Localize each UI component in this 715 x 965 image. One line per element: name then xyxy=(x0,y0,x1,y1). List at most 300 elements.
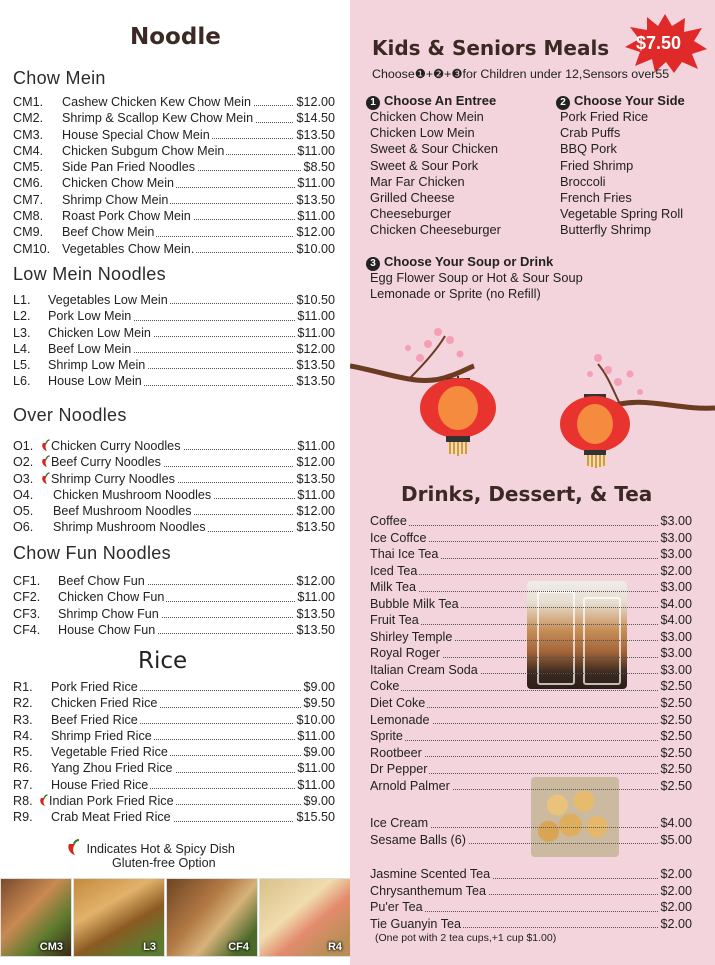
menu-item xyxy=(13,760,335,776)
menu-item xyxy=(13,325,335,341)
item-code: O4. xyxy=(13,487,34,502)
item-name-text: Shrimp Chow Mein xyxy=(62,192,169,207)
item-price: $11.00 xyxy=(297,728,335,743)
item-name: Italian Cream Soda xyxy=(370,662,478,677)
item-name-text: Pork Fried Rice xyxy=(51,680,138,694)
item-price: $13.50 xyxy=(296,606,335,621)
side-list xyxy=(560,109,683,239)
option-item: Fried Shrimp xyxy=(560,157,634,173)
tea-note: (One pot with 2 tea cups,+1 cup $1.00) xyxy=(375,932,557,944)
item-code: L1. xyxy=(13,293,31,307)
item-price: $13.50 xyxy=(296,192,335,207)
menu-item xyxy=(13,341,335,357)
item-code: L4. xyxy=(13,341,31,356)
menu-item xyxy=(13,308,335,324)
option-item: Pork Fried Rice xyxy=(560,109,649,124)
menu-item xyxy=(13,208,335,224)
item-price: $2.00 xyxy=(660,916,692,931)
item-price: $11.00 xyxy=(297,777,335,792)
item-price: $4.00 xyxy=(660,816,692,830)
menu-item xyxy=(370,712,692,729)
item-name xyxy=(62,159,197,175)
item-price: $4.00 xyxy=(660,596,692,611)
item-name xyxy=(48,357,147,373)
item-name-text: Roast Pork Chow Mein xyxy=(62,209,191,224)
dot-leader xyxy=(374,624,688,625)
menu-item xyxy=(13,573,335,589)
item-name xyxy=(48,341,133,357)
item-name: Milk Tea xyxy=(370,580,416,595)
menu-item xyxy=(370,866,692,883)
item-price: $2.00 xyxy=(660,900,692,915)
item-code: R8. xyxy=(13,794,33,809)
item-code: CF1. xyxy=(13,574,41,588)
item-price: $13.50 xyxy=(296,127,335,142)
item-name xyxy=(48,373,144,389)
item-name-text: Indian Pork Fried Rice xyxy=(49,794,174,809)
item-name-text: Vegetable Fried Rice xyxy=(51,745,168,760)
item-name xyxy=(51,712,140,728)
item-name xyxy=(48,292,170,308)
item-code: R4. xyxy=(13,728,33,743)
menu-item xyxy=(13,695,335,711)
item-code: CM8. xyxy=(13,209,44,224)
menu-item xyxy=(13,744,335,760)
item-name: Jasmine Scented Tea xyxy=(370,867,491,881)
option-item: French Fries xyxy=(560,190,632,206)
thumb-cf4-label: CF4 xyxy=(228,941,249,953)
chow-fun-list xyxy=(13,573,335,638)
item-name-text: Chicken Fried Rice xyxy=(51,696,158,711)
item-name-text: Beef Curry Noodles xyxy=(51,455,161,470)
menu-item xyxy=(13,503,335,519)
menu-item xyxy=(370,883,692,900)
item-name xyxy=(62,224,156,240)
item-price: $12.00 xyxy=(296,504,335,519)
thumb-cm3 xyxy=(0,878,72,957)
menu-item xyxy=(370,513,692,530)
step3-label: Choose Your Soup or Drink xyxy=(384,254,554,269)
thumb-r4-label: R4 xyxy=(327,941,342,953)
item-name xyxy=(62,208,193,224)
item-name xyxy=(51,728,154,744)
option-item: Grilled Cheese xyxy=(370,190,455,206)
item-name-text: Chicken Mushroom Noodles xyxy=(53,487,212,502)
item-price: $12.00 xyxy=(296,95,335,109)
option-item: BBQ Pork xyxy=(560,141,617,157)
gluten-legend-text: Gluten-free Option xyxy=(112,856,216,870)
option-item: Butterfly Shrimp xyxy=(560,222,652,238)
spicy-legend-text: Indicates Hot & Spicy Dish xyxy=(86,842,235,856)
item-name xyxy=(51,744,170,760)
item-price: $13.50 xyxy=(296,374,335,389)
item-name-text: Beef Chow Fun xyxy=(58,574,145,588)
option-item: Cheeseburger xyxy=(370,206,452,222)
menu-item xyxy=(370,546,692,563)
item-code: CM1. xyxy=(13,95,44,109)
item-name: Rootbeer xyxy=(370,745,422,760)
step2-label: Choose Your Side xyxy=(574,93,685,108)
item-price: $11.00 xyxy=(297,439,335,453)
item-code: L3. xyxy=(13,325,31,340)
item-name xyxy=(62,192,170,208)
item-name: Chrysanthemum Tea xyxy=(370,883,486,898)
item-name-text: Chicken Chow Mein xyxy=(62,176,174,191)
item-name xyxy=(51,809,173,825)
item-price: $2.50 xyxy=(660,762,692,777)
item-name: Diet Coke xyxy=(370,696,426,711)
menu-item xyxy=(13,471,335,487)
item-code: R3. xyxy=(13,712,33,727)
price-burst xyxy=(622,12,708,74)
item-name xyxy=(53,487,213,503)
item-name: Iced Tea xyxy=(370,563,418,578)
item-name xyxy=(51,760,175,776)
item-price: $5.00 xyxy=(660,832,692,847)
item-code: O1. xyxy=(13,439,34,453)
pepper-icon xyxy=(39,794,48,806)
menu-item xyxy=(13,777,335,793)
item-code: O5. xyxy=(13,504,34,519)
item-name: Thai Ice Tea xyxy=(370,547,439,562)
item-name-text: Vegetables Chow Mein. xyxy=(62,241,195,256)
menu-item xyxy=(13,127,335,143)
item-name: Ice Cream xyxy=(370,816,429,830)
menu-item xyxy=(13,519,335,535)
item-price: $11.00 xyxy=(297,143,335,158)
item-name-text: Crab Meat Fried Rice xyxy=(51,810,171,825)
item-name: Tie Guanyin Tea xyxy=(370,916,462,931)
item-name xyxy=(41,471,177,487)
item-name-text: Beef Chow Mein xyxy=(62,225,155,240)
tea-list xyxy=(370,866,692,932)
pepper-icon xyxy=(41,439,50,451)
option-item: Mar Far Chicken xyxy=(370,173,465,189)
thumb-l3 xyxy=(73,878,165,957)
item-name-text: Shrimp Curry Noodles xyxy=(51,471,175,486)
kids-drinks-panel xyxy=(350,0,715,965)
item-code: O6. xyxy=(13,520,34,535)
item-name xyxy=(62,175,176,191)
item-name: Sprite xyxy=(370,729,403,744)
menu-item xyxy=(370,761,692,778)
item-code: R6. xyxy=(13,761,33,776)
rice-title: Rice xyxy=(138,648,188,674)
item-price: $11.00 xyxy=(297,209,335,224)
menu-item xyxy=(13,143,335,159)
low-mein-heading: Low Mein Noodles xyxy=(13,264,166,284)
item-name xyxy=(58,573,147,589)
item-name xyxy=(62,241,196,257)
item-price: $3.00 xyxy=(660,662,692,677)
item-price: $11.00 xyxy=(297,176,335,191)
item-price: $15.50 xyxy=(296,810,335,825)
soup-drink-list xyxy=(370,270,583,302)
item-price: $14.50 xyxy=(296,111,335,126)
step2-number: 2 xyxy=(556,96,570,110)
thumb-cm3-label: CM3 xyxy=(39,941,63,953)
item-name xyxy=(39,793,176,809)
item-price: $2.50 xyxy=(660,778,692,793)
item-price: $3.00 xyxy=(660,530,692,545)
item-name xyxy=(48,308,133,324)
item-name xyxy=(53,519,208,535)
item-code: R2. xyxy=(13,696,33,711)
item-price: $4.00 xyxy=(660,613,692,628)
item-name-text: Chicken Low Mein xyxy=(48,325,151,340)
item-code: CM6. xyxy=(13,176,44,191)
menu-item xyxy=(13,159,335,175)
item-name xyxy=(53,503,194,519)
option-item: Chicken Low Mein xyxy=(370,125,475,141)
item-price: $9.00 xyxy=(303,794,335,809)
item-code: CF4. xyxy=(13,622,41,637)
item-name-text: Side Pan Fried Noodles xyxy=(62,160,196,175)
menu-item xyxy=(13,793,335,809)
menu-item xyxy=(13,110,335,126)
item-name xyxy=(58,606,161,622)
pepper-icon xyxy=(66,838,82,856)
item-name-text: House Chow Fun xyxy=(58,622,156,637)
item-code: CF2. xyxy=(13,590,41,605)
item-name: Royal Roger xyxy=(370,646,440,661)
item-price: $3.00 xyxy=(660,646,692,661)
item-price: $2.50 xyxy=(660,696,692,711)
item-code: O2. xyxy=(13,455,34,470)
thumb-l3-label: L3 xyxy=(143,941,156,953)
item-code: R5. xyxy=(13,745,33,760)
noodle-rice-panel xyxy=(0,0,350,965)
option-item: Sweet & Sour Pork xyxy=(370,157,479,173)
item-name: Coffee xyxy=(370,514,407,528)
lantern-decoration-icon xyxy=(350,318,715,468)
item-code: CM4. xyxy=(13,143,44,158)
menu-item xyxy=(370,563,692,580)
rice-list xyxy=(13,679,335,826)
item-price: $3.00 xyxy=(660,580,692,595)
kids-title: Kids & Seniors Meals xyxy=(372,36,610,60)
step3-heading xyxy=(366,254,553,271)
menu-item xyxy=(370,530,692,547)
item-code: R1. xyxy=(13,680,33,694)
menu-item xyxy=(13,679,335,695)
item-price: $11.00 xyxy=(297,309,335,324)
item-name: Dr Pepper xyxy=(370,762,428,777)
thumb-r4 xyxy=(259,878,351,957)
item-price: $10.50 xyxy=(296,293,335,307)
item-name xyxy=(58,589,166,605)
item-name-text: House Special Chow Mein xyxy=(62,127,210,142)
chow-fun-heading: Chow Fun Noodles xyxy=(13,543,171,563)
entree-list xyxy=(370,109,501,239)
item-name-text: House Fried Rice xyxy=(51,777,149,792)
over-noodles-list xyxy=(13,438,335,536)
item-name-text: Chicken Subgum Chow Mein xyxy=(62,143,225,158)
menu-item xyxy=(13,487,335,503)
menu-item xyxy=(13,712,335,728)
item-price: $3.00 xyxy=(660,547,692,562)
menu-item xyxy=(13,438,335,454)
item-price: $12.00 xyxy=(296,341,335,356)
item-price: $11.00 xyxy=(297,590,335,605)
kids-subtitle: Choose❶+❷+❸for Children under 12,Sensors over55 xyxy=(372,67,670,81)
item-code: CM10. xyxy=(13,241,51,256)
item-code: R9. xyxy=(13,810,33,825)
step1-number: 1 xyxy=(366,96,380,110)
item-name xyxy=(51,679,140,695)
option-item: Crab Puffs xyxy=(560,125,621,141)
item-code: R7. xyxy=(13,777,33,792)
item-price: $13.50 xyxy=(296,622,335,637)
item-name: Pu'er Tea xyxy=(370,900,423,915)
item-name: Sesame Balls (6) xyxy=(370,832,466,847)
item-name-text: Cashew Chicken Kew Chow Mein xyxy=(62,95,251,109)
item-price: $9.50 xyxy=(303,696,335,711)
item-name xyxy=(62,110,255,126)
menu-item xyxy=(13,809,335,825)
item-name: Fruit Tea xyxy=(370,613,419,628)
option-item: Egg Flower Soup or Hot & Sour Soup xyxy=(370,270,583,285)
item-code: L6. xyxy=(13,374,31,389)
step1-label: Choose An Entree xyxy=(384,93,497,108)
item-name xyxy=(58,622,157,638)
item-name-text: Beef Low Mein xyxy=(48,341,132,356)
menu-item xyxy=(370,695,692,712)
menu-item xyxy=(13,241,335,257)
item-price: $10.00 xyxy=(296,712,335,727)
item-price: $13.50 xyxy=(296,520,335,535)
item-code: CM5. xyxy=(13,160,44,175)
item-price: $2.50 xyxy=(660,745,692,760)
item-code: CM9. xyxy=(13,225,44,240)
item-name-text: Shrimp & Scallop Kew Chow Mein xyxy=(62,111,254,126)
menu-item xyxy=(13,192,335,208)
menu-item xyxy=(13,454,335,470)
item-price: $8.50 xyxy=(303,160,335,175)
over-noodles-heading: Over Noodles xyxy=(13,405,127,425)
item-price: $2.50 xyxy=(660,712,692,727)
menu-item xyxy=(13,94,335,110)
item-code: CM7. xyxy=(13,192,44,207)
drinks-title: Drinks, Dessert, & Tea xyxy=(401,482,653,506)
menu-item xyxy=(13,357,335,373)
menu-item xyxy=(13,622,335,638)
item-name-text: Beef Mushroom Noodles xyxy=(53,504,192,519)
step3-number: 3 xyxy=(366,257,380,271)
item-name-text: Shrimp Chow Fun xyxy=(58,606,159,621)
item-name-text: Beef Fried Rice xyxy=(51,712,138,727)
menu-item xyxy=(13,292,335,308)
item-price: $13.50 xyxy=(296,471,335,486)
item-price: $2.50 xyxy=(660,679,692,694)
menu-item xyxy=(370,916,692,933)
item-name: Arnold Palmer xyxy=(370,778,450,793)
item-price: $11.00 xyxy=(297,761,335,776)
option-item: Chicken Cheeseburger xyxy=(370,222,501,238)
item-price: $11.00 xyxy=(297,325,335,340)
item-code: L2. xyxy=(13,309,31,324)
menu-item xyxy=(13,175,335,191)
item-name-text: Yang Zhou Fried Rice xyxy=(51,761,173,776)
item-price: $12.00 xyxy=(296,225,335,240)
item-price: $2.00 xyxy=(660,563,692,578)
dot-leader xyxy=(374,740,688,741)
item-code: L5. xyxy=(13,358,31,373)
low-mein-list xyxy=(13,292,335,390)
menu-item xyxy=(370,745,692,762)
item-name: Coke xyxy=(370,679,400,694)
chow-mein-list xyxy=(13,94,335,257)
item-name: Bubble Milk Tea xyxy=(370,596,459,611)
item-name: Lemonade xyxy=(370,712,430,727)
option-item: Lemonade or Sprite (no Refill) xyxy=(370,286,541,302)
menu-item xyxy=(370,899,692,916)
item-name xyxy=(51,695,159,711)
item-code: O3. xyxy=(13,471,34,486)
item-name: Ice Coffce xyxy=(370,530,427,545)
menu-item xyxy=(370,728,692,745)
dot-leader xyxy=(374,525,688,526)
item-code: CF3. xyxy=(13,606,41,621)
item-name xyxy=(62,143,226,159)
dot-leader xyxy=(374,591,688,592)
option-item: Broccoli xyxy=(560,173,606,189)
item-name xyxy=(62,127,212,143)
chow-mein-heading: Chow Mein xyxy=(13,68,106,88)
item-price: $3.00 xyxy=(660,629,692,644)
menu-item xyxy=(13,728,335,744)
option-item: Chicken Chow Mein xyxy=(370,109,484,124)
item-price: $2.50 xyxy=(660,729,692,744)
item-code: CM3. xyxy=(13,127,44,142)
menu-item xyxy=(13,224,335,240)
item-name-text: Chicken Curry Noodles xyxy=(51,439,181,453)
item-name-text: House Low Mein xyxy=(48,374,142,389)
step2-heading xyxy=(556,93,685,110)
item-name xyxy=(48,325,153,341)
item-name-text: Shrimp Fried Rice xyxy=(51,728,152,743)
item-name-text: Shrimp Mushroom Noodles xyxy=(53,520,206,535)
item-name-text: Pork Low Mein xyxy=(48,309,132,324)
option-item: Sweet & Sour Chicken xyxy=(370,141,499,157)
menu-item xyxy=(13,373,335,389)
option-item: Vegetable Spring Roll xyxy=(560,206,684,222)
noodle-title: Noodle xyxy=(130,24,221,50)
item-price: $11.00 xyxy=(297,487,335,502)
item-price: $2.00 xyxy=(660,867,692,881)
item-name-text: Vegetables Low Mein xyxy=(48,293,168,307)
step1-heading xyxy=(366,93,496,110)
pepper-icon xyxy=(41,472,50,484)
menu-item xyxy=(13,606,335,622)
item-price: $2.00 xyxy=(660,883,692,898)
item-name-text: Shrimp Low Mein xyxy=(48,358,146,373)
spicy-legend xyxy=(66,838,235,856)
item-price: $3.00 xyxy=(660,514,692,528)
item-name xyxy=(41,454,163,470)
item-price: $9.00 xyxy=(303,745,335,760)
item-price: $12.00 xyxy=(296,574,335,588)
dot-leader xyxy=(374,574,688,575)
item-price: $10.00 xyxy=(296,241,335,256)
item-price: $13.50 xyxy=(296,358,335,373)
kids-price: $7.50 xyxy=(636,33,682,53)
dot-leader xyxy=(374,690,688,691)
thumb-cf4 xyxy=(166,878,258,957)
item-name xyxy=(51,777,150,793)
item-code: CM2. xyxy=(13,111,44,126)
item-price: $12.00 xyxy=(296,455,335,470)
